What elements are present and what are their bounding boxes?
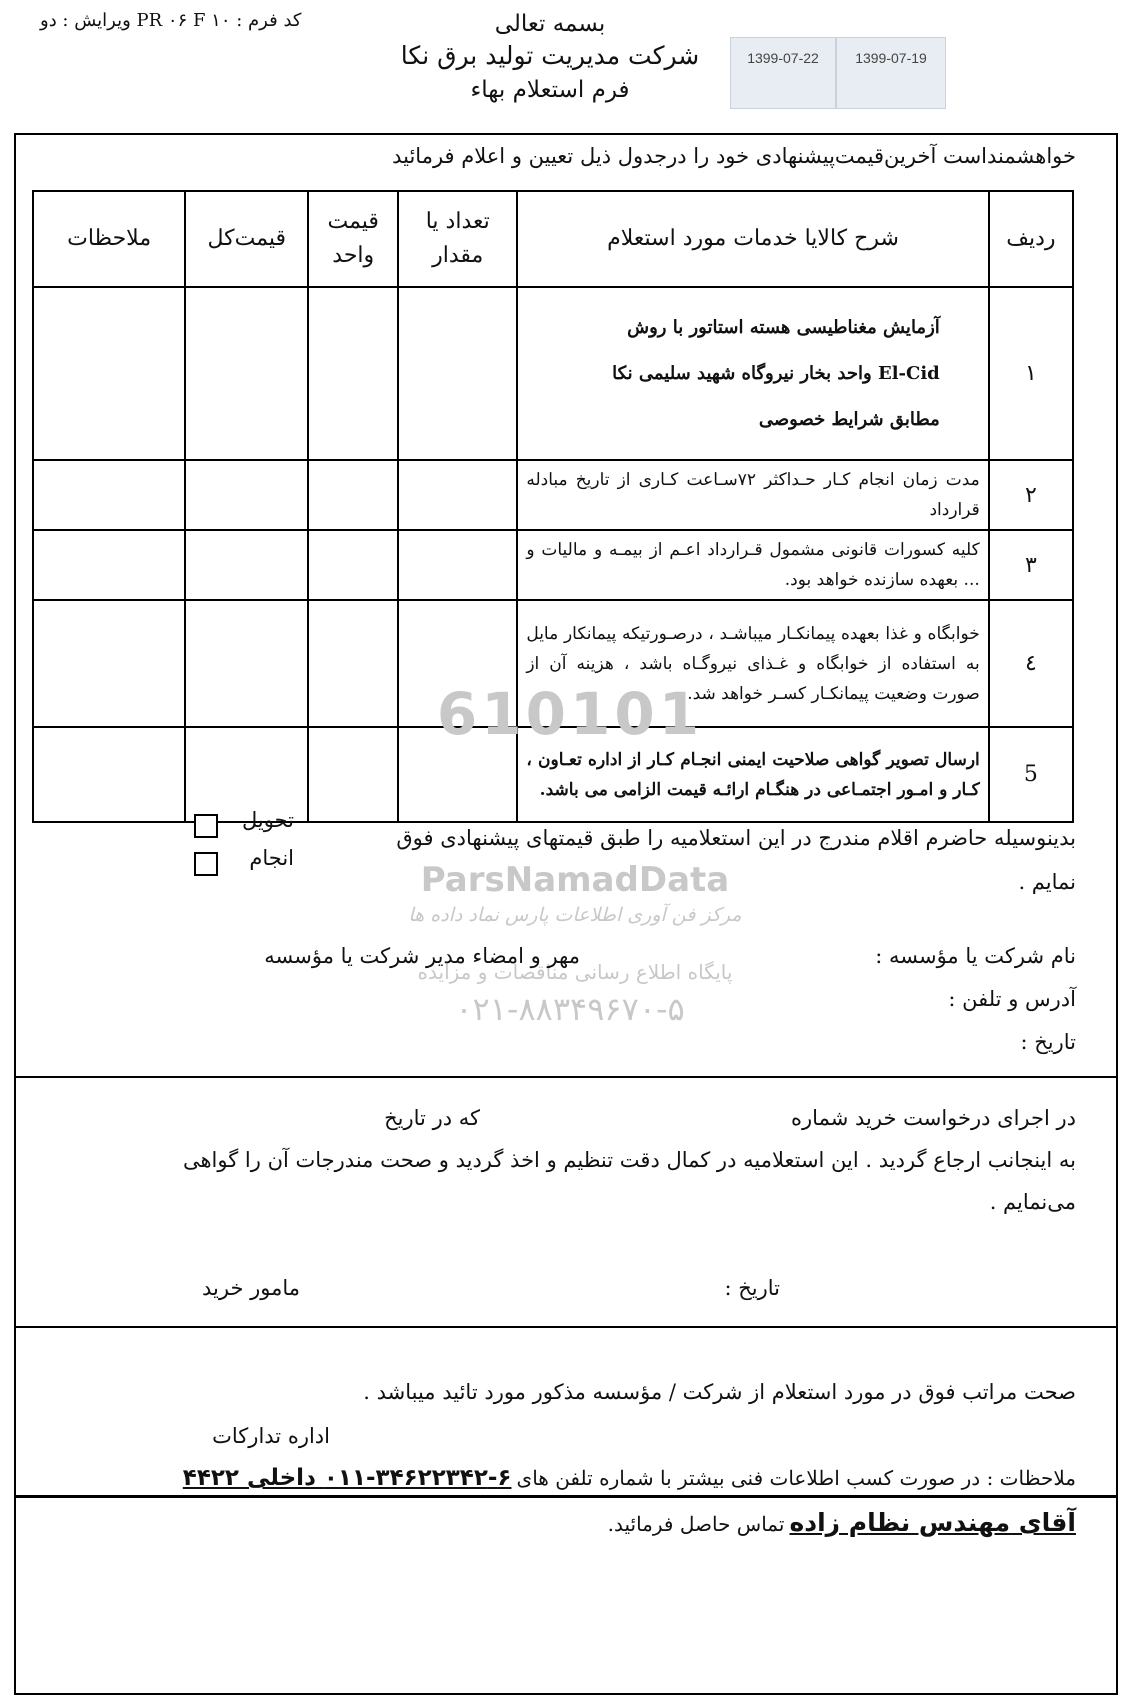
- purchase-date-text: که در تاریخ: [384, 1106, 480, 1130]
- stamp-label: مهر و امضاء مدیر شرکت یا مؤسسه: [264, 944, 580, 968]
- watermark-digits: 610101: [436, 680, 704, 748]
- divider: [16, 1076, 1116, 1078]
- cell-total-price[interactable]: [185, 530, 308, 600]
- notes-phone: ۶-۳۴۶۲۲۳۴۲-۰۱۱ داخلی ۴۴۲۲: [182, 1465, 512, 1491]
- purchase-text: به اینجانب ارجاع گردید . این استعلامیه در کمال دقت تنظیم و اخذ گردید و صحت مندرجات آن را گواهی: [182, 1148, 1076, 1172]
- intro-text: خواهشمنداست آخرین‌قیمت‌پیشنهادی خود را درجدول ذیل تعیین و اعلام فرمائید: [392, 144, 1076, 168]
- purchase-date-label: تاریخ :: [724, 1276, 780, 1300]
- col-header-notes: ملاحظات: [33, 191, 185, 287]
- cell-notes[interactable]: [33, 530, 185, 600]
- cell-count[interactable]: [398, 287, 517, 460]
- watermark-text-2: پایگاه اطلاع رسانی مناقصات و مزایده: [417, 960, 733, 984]
- watermark-phone: ۰۲۱-۸۸۳۴۹۶۷۰-۵: [455, 990, 685, 1028]
- cell-unit-price[interactable]: [308, 530, 398, 600]
- cell-unit-price[interactable]: [308, 287, 398, 460]
- date-field-2[interactable]: 1399-07-19: [836, 37, 946, 109]
- cell-notes[interactable]: [33, 600, 185, 727]
- date-field-1[interactable]: 1399-07-22: [730, 37, 836, 109]
- procurement-dept-label: اداره تدارکات: [212, 1424, 330, 1448]
- watermark-text-1: مرکز فن آوری اطلاعات پارس نماد داده ها: [408, 904, 742, 926]
- purchase-request-text: در اجرای درخواست خرید شماره: [791, 1106, 1076, 1130]
- desc-line: مطابق شرایط خصوصی: [758, 408, 940, 430]
- row-number: ۱: [989, 287, 1073, 460]
- cell-notes[interactable]: [33, 460, 185, 530]
- row-number: ٤: [989, 600, 1073, 727]
- row-number: 5: [989, 727, 1073, 822]
- col-header-count-line2: مقدار: [432, 243, 484, 268]
- table-row: [33, 287, 1073, 460]
- row-description: [517, 287, 988, 460]
- cell-count[interactable]: [398, 530, 517, 600]
- address-label: آدرس و تلفن :: [948, 987, 1076, 1011]
- notes-line: [14, 1465, 1076, 1497]
- table-row: [33, 460, 1073, 530]
- col-header-row: ردیف: [989, 191, 1073, 287]
- divider: [14, 1495, 1118, 1497]
- row-number: ۳: [989, 530, 1073, 600]
- cell-total-price[interactable]: [185, 600, 308, 727]
- desc-line: آزمایش مغناطیسی هسته استاتور با روش: [627, 316, 940, 338]
- cell-total-price[interactable]: [185, 460, 308, 530]
- bismillah: بسمه تعالی: [494, 11, 606, 37]
- form-title: فرم استعلام بهاء: [470, 77, 630, 103]
- col-header-desc: شرح کالایا خدمات مورد استعلام: [517, 191, 988, 287]
- row-description: کلیه کسورات قانونی مشمول قـرارداد اعـم از بیمـه و مالیات و ... بعهده سازنده خواهد بود.: [517, 530, 988, 600]
- company-name-label: نام شرکت یا مؤسسه :: [875, 944, 1076, 968]
- offer-date-label: تاریخ :: [1020, 1030, 1076, 1054]
- delivery-label: تحویل: [242, 808, 294, 832]
- divider: [16, 1326, 1116, 1328]
- cell-unit-price[interactable]: [308, 460, 398, 530]
- col-header-unit: [308, 191, 398, 287]
- contact-suffix: تماس حاصل فرمائید.: [607, 1512, 785, 1536]
- approval-text: صحت مراتب فوق در مورد استعلام از شرکت / مؤسسه مذکور مورد تائید میباشد .: [363, 1380, 1076, 1404]
- offer-text-end: نمایم .: [1018, 870, 1076, 894]
- table-row: [33, 530, 1073, 600]
- delivery-checkbox[interactable]: [194, 814, 218, 838]
- cell-notes[interactable]: [33, 727, 185, 822]
- col-header-count-line1: تعداد یا: [425, 209, 490, 234]
- col-header-unit-line1: قیمت: [327, 209, 379, 234]
- desc-line: El-Cid واحد بخار نیروگاه شهید سلیمی نکا: [612, 362, 940, 384]
- cell-total-price[interactable]: [185, 287, 308, 460]
- row-description: ارسال تصویر گواهی صلاحیت ایمنی انجـام کـار از اداره تعـاون ، کـار و امـور اجتمـاعی در هنگـام ارائـه قیمت الزامی می باشد.: [517, 727, 988, 822]
- table-header-row: [33, 191, 1073, 287]
- row-description: مدت زمان انجام کـار حـداکثر ۷۲سـاعت کـاری از تاریخ مبادله قرارداد: [517, 460, 988, 530]
- col-header-count: [398, 191, 517, 287]
- company-name: شرکت مدیریت تولید برق نکا: [400, 41, 700, 70]
- col-header-unit-line2: واحد: [332, 243, 375, 268]
- perform-label: انجام: [249, 846, 294, 870]
- purchase-text-end: می‌نمایم .: [989, 1190, 1076, 1214]
- cell-count[interactable]: [398, 460, 517, 530]
- notes-prefix: ملاحظات : در صورت کسب اطلاعات فنی بیشتر با شماره تلفن های: [516, 1466, 1076, 1490]
- contact-line: [500, 1508, 1076, 1537]
- row-description: خوابگاه و غذا بعهده پیمانکـار میباشـد ، درصـورتیکه پیمانکار مایل به استفاده از خوابگاه و غـذای نیروگـاه باشد ، هزینه آن از صورت وضعیت پیمانکـار کسـر خواهد شد.: [517, 600, 988, 727]
- purchase-officer-label: مامور خرید: [202, 1276, 300, 1300]
- cell-notes[interactable]: [33, 287, 185, 460]
- col-header-total: قیمت‌کل: [185, 191, 308, 287]
- form-code: کد فرم : PR ۰۶ F ۱۰ ویرایش : دو: [40, 10, 302, 31]
- row-number: ۲: [989, 460, 1073, 530]
- offer-text: بدینوسیله حاضرم اقلام مندرج در این استعلامیه را طبق قیمتهای پیشنهادی فوق: [396, 826, 1076, 850]
- watermark-brand: ParsNamadData: [420, 860, 730, 900]
- contact-name: آقای مهندس نظام زاده: [789, 1508, 1076, 1537]
- perform-checkbox[interactable]: [194, 852, 218, 876]
